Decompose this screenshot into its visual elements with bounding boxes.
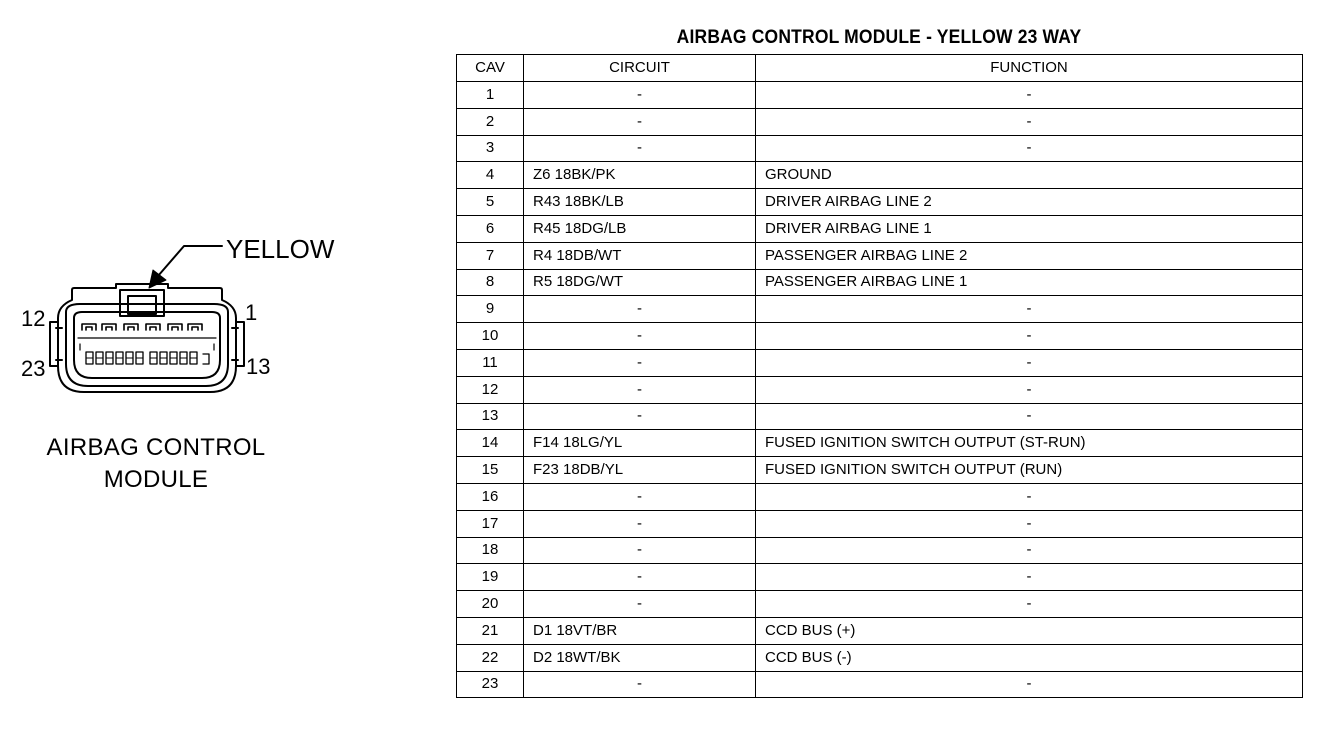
circuit-cell: - [524,591,756,618]
table-row [457,323,1303,350]
circuit-cell: - [524,564,756,591]
cavity-cell: 7 [457,242,524,269]
table-title: AIRBAG CONTROL MODULE - YELLOW 23 WAY [676,27,1082,48]
cavity-cell: 1 [457,82,524,109]
pin-number-label: 23 [21,356,46,381]
table-row [457,135,1303,162]
circuit-cell: - [524,82,756,109]
function-cell: FUSED IGNITION SWITCH OUTPUT (RUN) [756,457,1303,484]
column-header-cav: CAV [457,55,524,82]
table-row [457,269,1303,296]
circuit-cell: - [524,108,756,135]
callout-arrowhead [149,270,166,288]
circuit-cell: R4 18DB/WT [524,242,756,269]
cavity-cell: 13 [457,403,524,430]
function-cell: - [756,671,1303,698]
connector-name-caption [14,432,298,496]
cavity-cell: 10 [457,323,524,350]
function-cell: - [756,510,1303,537]
table-row [457,483,1303,510]
table-row [457,189,1303,216]
function-cell: DRIVER AIRBAG LINE 2 [756,189,1303,216]
circuit-cell: - [524,483,756,510]
circuit-cell: - [524,537,756,564]
function-cell: - [756,483,1303,510]
pinout-table [456,54,1303,698]
function-cell: - [756,108,1303,135]
function-cell: FUSED IGNITION SWITCH OUTPUT (ST-RUN) [756,430,1303,457]
cavity-cell: 16 [457,483,524,510]
function-cell: CCD BUS (+) [756,617,1303,644]
table-row [457,376,1303,403]
table-row [457,242,1303,269]
function-cell: - [756,82,1303,109]
cavity-cell: 11 [457,349,524,376]
circuit-cell: R43 18BK/LB [524,189,756,216]
cavity-cell: 17 [457,510,524,537]
table-header-row [457,55,1303,82]
pin-number-label: 1 [245,300,258,325]
cavity-cell: 12 [457,376,524,403]
circuit-cell: - [524,323,756,350]
function-cell: - [756,349,1303,376]
circuit-cell: - [524,510,756,537]
function-cell: - [756,564,1303,591]
circuit-cell: - [524,296,756,323]
table-row [457,215,1303,242]
cavity-cell: 9 [457,296,524,323]
cavity-cell: 15 [457,457,524,484]
cavity-cell: 5 [457,189,524,216]
function-cell: - [756,323,1303,350]
function-cell: - [756,591,1303,618]
function-cell: GROUND [756,162,1303,189]
function-cell: - [756,135,1303,162]
callout-leader-line [158,246,222,276]
function-cell: PASSENGER AIRBAG LINE 1 [756,269,1303,296]
table-row [457,510,1303,537]
bottom-row-terminals [86,352,209,364]
circuit-cell: Z6 18BK/PK [524,162,756,189]
table-row [457,537,1303,564]
table-row [457,430,1303,457]
circuit-cell: - [524,135,756,162]
table-row [457,591,1303,618]
cavity-cell: 8 [457,269,524,296]
circuit-cell: R5 18DG/WT [524,269,756,296]
column-header-function: FUNCTION [756,55,1303,82]
function-cell: - [756,537,1303,564]
circuit-cell: - [524,671,756,698]
table-row [457,349,1303,376]
function-cell: PASSENGER AIRBAG LINE 2 [756,242,1303,269]
cavity-cell: 3 [457,135,524,162]
cavity-cell: 19 [457,564,524,591]
cavity-cell: 2 [457,108,524,135]
color-callout-label: YELLOW [226,234,335,264]
circuit-cell: R45 18DG/LB [524,215,756,242]
connector-name-line: AIRBAG CONTROL [46,434,266,461]
cavity-cell: 22 [457,644,524,671]
column-header-circuit: CIRCUIT [524,55,756,82]
function-cell: CCD BUS (-) [756,644,1303,671]
connector-drawing [0,0,440,748]
function-cell: - [756,403,1303,430]
connector-diagram [0,0,440,748]
table-row [457,671,1303,698]
table-row [457,82,1303,109]
circuit-cell: - [524,376,756,403]
table-row [457,644,1303,671]
function-cell: - [756,296,1303,323]
table-row [457,162,1303,189]
table-row [457,403,1303,430]
table-row [457,296,1303,323]
pinout-table-body [457,82,1303,698]
table-row [457,108,1303,135]
function-cell: - [756,376,1303,403]
circuit-cell: D1 18VT/BR [524,617,756,644]
table-row [457,564,1303,591]
cavity-cell: 6 [457,215,524,242]
cavity-cell: 21 [457,617,524,644]
function-cell: DRIVER AIRBAG LINE 1 [756,215,1303,242]
table-row [457,457,1303,484]
connector-name-line: MODULE [103,466,209,493]
cavity-cell: 23 [457,671,524,698]
cavity-cell: 20 [457,591,524,618]
circuit-cell: - [524,403,756,430]
connector-face [74,312,220,378]
table-row [457,617,1303,644]
pin-number-label: 13 [246,354,271,379]
pin-number-label: 12 [21,306,46,331]
circuit-cell: F23 18DB/YL [524,457,756,484]
cavity-cell: 14 [457,430,524,457]
circuit-cell: - [524,349,756,376]
cavity-cell: 18 [457,537,524,564]
top-row-terminals [78,324,216,350]
cavity-cell: 4 [457,162,524,189]
circuit-cell: D2 18WT/BK [524,644,756,671]
circuit-cell: F14 18LG/YL [524,430,756,457]
